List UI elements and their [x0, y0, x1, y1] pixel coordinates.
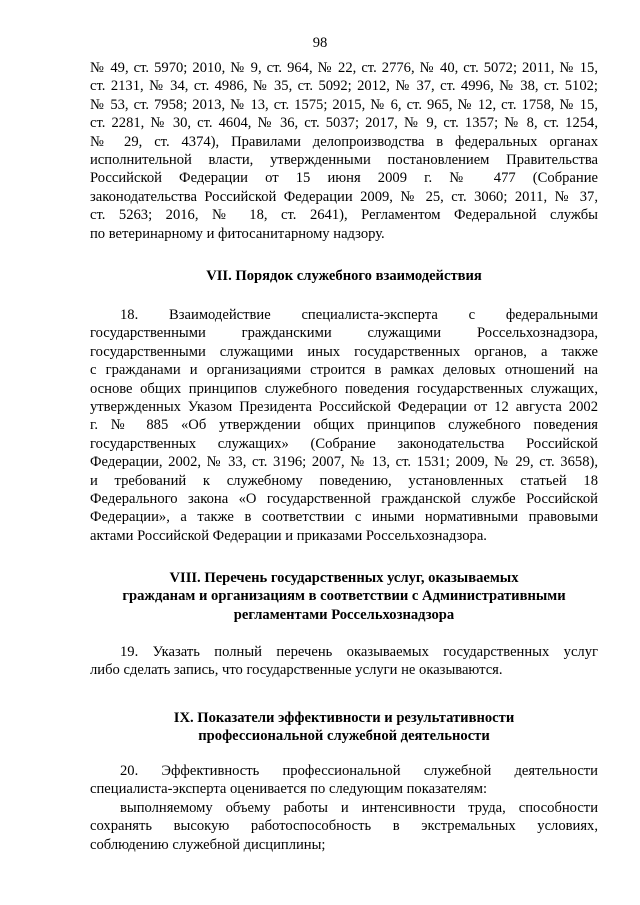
text-line: соблюдению служебной дисциплины;: [90, 836, 326, 853]
text-line: государственных служащих» (Собрание законодательства Российской: [90, 435, 598, 452]
text-line: Федерации», а также в соответствии с иными нормативными правовыми: [90, 509, 598, 526]
text-line: ст. 5263; 2016, № 18, ст. 2641), Регламентом Федеральной службы: [90, 207, 598, 224]
text-line: ст. 2281, № 30, ст. 4604, № 36, ст. 5037; 2017, № 9, ст. 1357; № 8, ст. 1254,: [90, 115, 598, 132]
heading-line: VIII. Перечень государственных услуг, оказываемых: [169, 570, 519, 586]
text-line: № 49, ст. 5970; 2010, № 9, ст. 964, № 22, ст. 2776, № 40, ст. 5072; 2011, № 15,: [90, 60, 598, 76]
text-line: ст. 2131, № 34, ст. 4986, № 35, ст. 5092; 2012, № 37, ст. 4996, № 38, ст. 5102;: [90, 78, 598, 95]
text-line: исполнительной власти, утвержденными постановлением Правительства: [90, 152, 598, 169]
text-line: утвержденных Указом Президента Российской Федерации от 12 августа 2002: [90, 399, 598, 416]
text-line: выполняемому объему работы и интенсивности труда, способности: [120, 800, 598, 816]
text-line: законодательства Российской Федерации 2009, № 25, ст. 3060; 2011, № 37,: [90, 188, 598, 205]
heading-line: профессиональной служебной деятельности: [198, 728, 490, 745]
section-9-paragraph-2: [90, 799, 598, 854]
text-line: либо сделать запись, что государственные услуги не оказываются.: [90, 662, 503, 679]
text-line: специалиста-эксперта оценивается по следующим показателям:: [90, 781, 488, 798]
section-7-paragraph: [90, 306, 598, 545]
text-line: г. № 885 «Об утверждении общих принципов служебного поведения: [90, 417, 598, 434]
section-8-paragraph: [90, 643, 598, 680]
section-9-paragraph-1: [90, 762, 598, 799]
text-line: Российской Федерации от 15 июня 2009 г. № 477 (Собрание: [90, 170, 598, 187]
section-7-heading: [90, 267, 598, 285]
text-line: № 29, ст. 4374), Правилами делопроизводства в федеральных органах: [90, 133, 598, 150]
text-line: 20. Эффективность профессиональной служебной деятельности: [120, 763, 598, 779]
continuation-paragraph: [90, 59, 598, 243]
text-line: государственными гражданскими служащими Россельхознадзора,: [90, 325, 598, 342]
text-line: государственными служащими иных государственных органов, а также: [90, 343, 598, 360]
text-line: 18. Взаимодействие специалиста-эксперта с федеральными: [120, 307, 598, 323]
heading-line: регламентами Россельхознадзора: [233, 606, 455, 623]
heading-line: VII. Порядок служебного взаимодействия: [206, 268, 482, 284]
heading-line: IX. Показатели эффективности и результативности: [173, 710, 515, 726]
text-line: Федерации, 2002, № 33, ст. 3196; 2007, № 13, ст. 1531; 2009, № 29, ст. 3658),: [90, 454, 598, 471]
text-line: 19. Указать полный перечень оказываемых государственных услуг: [120, 644, 598, 660]
text-line: Федерального закона «О государственной гражданской службе Российской: [90, 491, 598, 508]
text-line: с гражданами и организациями строится в рамках деловых отношений на: [90, 362, 598, 379]
section-8-heading: [90, 569, 598, 624]
text-line: актами Российской Федерации и приказами Россельхознадзора.: [90, 527, 487, 544]
text-line: № 53, ст. 7958; 2013, № 13, ст. 1575; 2015, № 6, ст. 965, № 12, ст. 1758, № 15,: [90, 96, 598, 113]
page-number: 98: [312, 35, 328, 51]
text-line: и требований к служебному поведению, установленных статьей 18: [90, 472, 598, 489]
text-line: основе общих принципов служебного поведения государственных служащих,: [90, 380, 598, 397]
section-9-heading: [90, 709, 598, 746]
text-line: по ветеринарному и фитосанитарному надзору.: [90, 225, 385, 242]
heading-line: гражданам и организациям в соответствии с Административными: [122, 588, 566, 605]
text-line: сохранять высокую работоспособность в экстремальных условиях,: [90, 818, 598, 835]
